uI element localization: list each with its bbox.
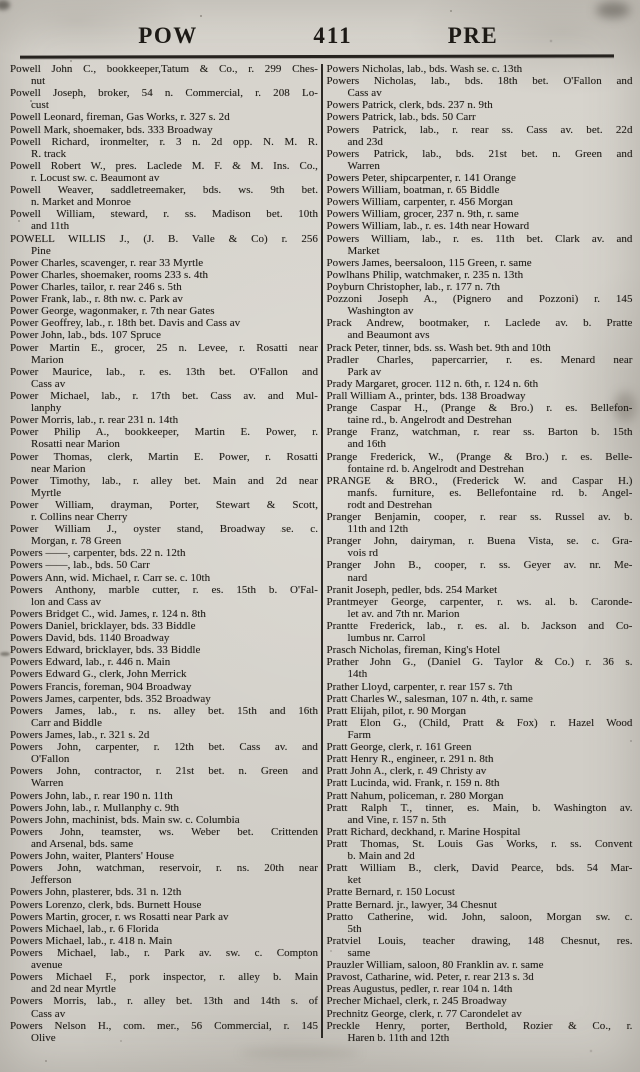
entry-line: Powers ——, lab., bds. 50 Carr bbox=[10, 559, 150, 572]
directory-entry bbox=[10, 911, 318, 923]
entry-line: Powers ——, carpenter, bds. 22 n. 12th bbox=[10, 547, 186, 560]
entry-line: Powers Anthony, marble cutter, r. es. 15th b. O'Fal- bbox=[10, 583, 318, 596]
entry-line: lumbus nr. Carrol bbox=[347, 632, 426, 645]
directory-entry bbox=[327, 899, 633, 911]
entry-line: ket bbox=[347, 874, 362, 887]
directory-entry bbox=[10, 995, 318, 1019]
entry-line: Powers Francis, foreman, 904 Broadway bbox=[10, 680, 192, 693]
directory-entry bbox=[327, 681, 633, 693]
directory-entry bbox=[10, 208, 318, 232]
entry-line: Rosatti near Marion bbox=[31, 438, 120, 451]
scan-smudge bbox=[0, 652, 10, 656]
directory-entry bbox=[10, 257, 318, 269]
entry-line: Prechnitz George, clerk, r. 77 Carondelet av bbox=[326, 1007, 522, 1020]
entry-line: Powell William, steward, r. ss. Madison bet. 10th bbox=[10, 208, 318, 221]
directory-entry bbox=[327, 511, 633, 535]
directory-entry bbox=[327, 208, 633, 220]
entry-line: Carr and Biddle bbox=[31, 716, 103, 729]
entry-line: Haren b. 11th and 12th bbox=[347, 1031, 450, 1044]
entry-line: let av. and 7th nr. Marion bbox=[347, 607, 460, 620]
entry-line: Powers Nelson H., com. mer., 56 Commercial, r. 145 bbox=[10, 1019, 318, 1032]
entry-line: Power George, wagonmaker, r. 7th near Gates bbox=[10, 305, 215, 318]
directory-entry bbox=[10, 802, 318, 814]
directory-entry bbox=[10, 317, 318, 329]
directory-entry bbox=[10, 935, 318, 947]
entry-line: Prack Peter, tinner, bds. ss. Wash bet. 9th and 10th bbox=[326, 341, 551, 354]
directory-entry bbox=[10, 971, 318, 995]
entry-line: O'Fallon bbox=[31, 753, 70, 766]
entry-line: POWELL WILLIS J., (J. B. Valle & Co) r. 256 bbox=[10, 232, 318, 245]
entry-line: Power Thomas, clerk, Martin E. Power, r. Rosatti bbox=[10, 450, 318, 463]
entry-line: 14th bbox=[347, 668, 368, 681]
directory-entry bbox=[10, 729, 318, 741]
directory-entry bbox=[327, 584, 633, 596]
directory-entry bbox=[327, 172, 633, 184]
entry-line: Cass av bbox=[31, 1007, 66, 1020]
entry-line: Prauzler William, saloon, 80 Franklin av. r. same bbox=[326, 959, 544, 972]
directory-entry bbox=[327, 293, 633, 317]
entry-line: Jefferson bbox=[31, 874, 72, 887]
entry-line: Powell Joseph, broker, 54 n. Commercial, r. 208 Lo- bbox=[10, 87, 318, 100]
directory-entry bbox=[327, 802, 633, 826]
entry-line: Pratt Henry R., engineer, r. 291 n. 8th bbox=[326, 753, 494, 766]
entry-line: Precher Michael, clerk, r. 245 Broadway bbox=[326, 995, 507, 1008]
entry-line: Marion bbox=[31, 353, 64, 366]
entry-line: Powers Patrick, lab., r. rear ss. Cass av. bet. 22d bbox=[326, 123, 633, 136]
directory-entry bbox=[10, 269, 318, 281]
entry-line: nard bbox=[347, 571, 368, 584]
entry-line: Pozzoni Joseph A., (Pignero and Pozzoni) r. 145 bbox=[326, 293, 633, 306]
entry-line: Powell Mark, shoemaker, bds. 333 Broadway bbox=[10, 123, 213, 136]
entry-line: Pratte Bernard. jr., lawyer, 34 Chesnut bbox=[326, 898, 497, 911]
column-divider bbox=[321, 64, 323, 1038]
entry-line: Pravost, Catharine, wid. Peter, r. rear 213 s. 3d bbox=[326, 971, 534, 984]
entry-line: Powers Michael, lab., r. 6 Florida bbox=[10, 922, 159, 935]
entry-line: r. Locust sw. c. Beaumont av bbox=[31, 171, 160, 184]
directory-entry bbox=[327, 983, 633, 995]
entry-line: Pradler Charles, papercarrier, r. es. Menard near bbox=[326, 353, 633, 366]
entry-line: Pranger John, dairyman, r. Buena Vista, se. c. Gra- bbox=[326, 535, 633, 548]
entry-line: rodt and Destrehan bbox=[347, 498, 433, 511]
entry-line: Powers Edward G., clerk, John Merrick bbox=[10, 668, 187, 681]
entry-line: vois rd bbox=[347, 547, 379, 560]
entry-line: r. Collins near Cherry bbox=[31, 511, 128, 524]
scan-smudge bbox=[0, 0, 10, 10]
directory-entry bbox=[327, 317, 633, 341]
entry-line: and 2d near Myrtle bbox=[31, 983, 116, 996]
directory-entry bbox=[10, 826, 318, 850]
entry-line: and 16th bbox=[347, 438, 387, 451]
entry-line: cust bbox=[31, 99, 49, 112]
directory-entry bbox=[327, 656, 633, 680]
directory-entry bbox=[327, 535, 633, 559]
directory-entry bbox=[327, 402, 633, 426]
directory-entry bbox=[327, 111, 633, 123]
entry-line: Power William, drayman, Porter, Stewart & Scott, bbox=[10, 498, 318, 511]
entry-line: near Marion bbox=[31, 462, 86, 475]
entry-line: Pratte Bernard, r. 150 Locust bbox=[326, 886, 456, 899]
directory-entry bbox=[327, 475, 633, 511]
entry-line: Pratt William B., clerk, David Pearce, bds. 54 Mar- bbox=[326, 862, 633, 875]
entry-line: Powers Bridget C., wid. James, r. 124 n. 8th bbox=[10, 607, 206, 620]
directory-entry bbox=[10, 523, 318, 547]
directory-entry bbox=[327, 777, 633, 789]
directory-entry bbox=[10, 547, 318, 559]
entry-line: Pratt George, clerk, r. 161 Green bbox=[326, 741, 472, 754]
entry-line: nut bbox=[31, 75, 46, 88]
entry-line: Powers William, lab., r. es. 14th near Howard bbox=[326, 220, 530, 233]
directory-entry bbox=[10, 814, 318, 826]
entry-line: Prack Andrew, bootmaker, r. Laclede av. b. Pratte bbox=[326, 317, 633, 330]
directory-entry bbox=[327, 1020, 633, 1044]
directory-entry bbox=[327, 148, 633, 172]
entry-line: Pranit Joseph, pedler, bds. 254 Market bbox=[326, 583, 498, 596]
entry-line: Prather John G., (Daniel G. Taylor & Co.) r. 36 s. bbox=[326, 656, 633, 669]
directory-entry bbox=[327, 75, 633, 99]
entry-line: Prange Frederick, W., (Prange & Bro.) r. es. Belle- bbox=[326, 450, 633, 463]
entry-line: Powell Richard, ironmelter, r. 3 n. 2d opp. N. M. R. bbox=[10, 135, 318, 148]
entry-line: 5th bbox=[347, 922, 362, 935]
entry-line: Washington av bbox=[347, 305, 414, 318]
directory-entry bbox=[10, 899, 318, 911]
entry-line: Powlhans Philip, watchmaker, r. 235 n. 13th bbox=[326, 268, 524, 281]
directory-entry bbox=[10, 111, 318, 123]
directory-entry bbox=[10, 559, 318, 571]
directory-entry bbox=[327, 257, 633, 269]
directory-entry bbox=[327, 620, 633, 644]
entry-line: lon and Cass av bbox=[31, 595, 102, 608]
directory-entry bbox=[10, 184, 318, 208]
directory-entry bbox=[10, 451, 318, 475]
directory-entry bbox=[327, 826, 633, 838]
entry-line: Pratt John A., clerk, r. 49 Christy av bbox=[326, 765, 487, 778]
entry-line: and 23d bbox=[347, 135, 383, 148]
directory-entry bbox=[327, 196, 633, 208]
entry-line: Preas Augustus, pedler, r. rear 104 n. 14th bbox=[326, 983, 513, 996]
entry-line: Powers Morris, lab., r. alley bet. 13th and 14th s. of bbox=[10, 995, 318, 1008]
entry-line: Power Martin E., grocer, 25 n. Levee, r. Rosatti near bbox=[10, 341, 318, 354]
directory-entry bbox=[327, 378, 633, 390]
entry-line: Powers Patrick, lab., bds. 21st bet. n. Green and bbox=[326, 147, 633, 160]
entry-line: Pranger John B., cooper, r. ss. Geyer av. nr. Me- bbox=[326, 559, 633, 572]
entry-line: b. Main and 2d bbox=[347, 850, 415, 863]
directory-entry bbox=[327, 220, 633, 232]
entry-line: Power Maurice, lab., r. es. 13th bet. O'Fallon and bbox=[10, 365, 318, 378]
directory-entry bbox=[10, 233, 318, 257]
directory-entry bbox=[10, 572, 318, 584]
directory-entry bbox=[10, 862, 318, 886]
entry-line: Warren bbox=[347, 159, 380, 172]
directory-entry bbox=[10, 499, 318, 523]
entry-line: Market bbox=[347, 244, 380, 257]
entry-line: Farm bbox=[347, 729, 371, 742]
directory-entry bbox=[327, 644, 633, 656]
entry-line: Preckle Henry, porter, Berthold, Rozier & Co., r. bbox=[326, 1019, 633, 1032]
entry-line: lanphy bbox=[31, 402, 62, 415]
entry-line: same bbox=[347, 946, 371, 959]
entry-line: Pranger Benjamin, cooper, r. rear ss. Russel av. b. bbox=[326, 511, 633, 524]
entry-line: Pratt Elijah, pilot, r. 90 Morgan bbox=[326, 704, 467, 717]
directory-entry bbox=[10, 790, 318, 802]
directory-entry bbox=[327, 426, 633, 450]
directory-entry bbox=[327, 354, 633, 378]
directory-entry bbox=[10, 923, 318, 935]
entry-line: Cass av bbox=[31, 377, 66, 390]
entry-line: Pratt Ralph T., tinner, es. Main, b. Washington av. bbox=[326, 801, 633, 814]
entry-line: avenue bbox=[31, 959, 63, 972]
directory-entry bbox=[10, 305, 318, 317]
entry-line: Pratto Catherine, wid. John, saloon, Morgan sw. c. bbox=[326, 910, 633, 923]
directory-entry bbox=[10, 390, 318, 414]
directory-entry bbox=[327, 1008, 633, 1020]
directory-entry bbox=[10, 1020, 318, 1044]
entry-line: Powers Martin, grocer, r. ws Rosatti near Park av bbox=[10, 910, 229, 923]
entry-line: Powell Robert W., pres. Laclede M. F. & M. Ins. Co., bbox=[10, 159, 318, 172]
directory-entry bbox=[327, 935, 633, 959]
directory-entry bbox=[10, 765, 318, 789]
directory-entry bbox=[10, 366, 318, 390]
entry-line: Pratt Elon G., (Child, Pratt & Fox) r. Hazel Wood bbox=[326, 716, 633, 729]
directory-entry bbox=[327, 717, 633, 741]
entry-line: Powers Edward, bricklayer, bds. 33 Biddle bbox=[10, 644, 201, 657]
directory-entry bbox=[10, 632, 318, 644]
scan-smudge bbox=[596, 2, 630, 18]
right-column bbox=[327, 63, 633, 1044]
directory-entry bbox=[327, 233, 633, 257]
entry-line: Power Frank, lab., r. 8th nw. c. Park av bbox=[10, 293, 183, 306]
entry-line: Poyburn Christopher, lab., r. 177 n. 7th bbox=[326, 280, 501, 293]
entry-line: Powers William, lab., r. es. 11th bet. Clark av. and bbox=[326, 232, 633, 245]
left-column bbox=[10, 63, 318, 1044]
entry-line: Powers Daniel, bricklayer, bds. 33 Biddle bbox=[10, 620, 196, 633]
entry-line: Prather Lloyd, carpenter, r. rear 157 s. 7th bbox=[326, 680, 513, 693]
directory-entry bbox=[327, 971, 633, 983]
directory-entry bbox=[10, 850, 318, 862]
entry-line: and Arsenal, bds. same bbox=[31, 838, 134, 850]
directory-entry bbox=[327, 269, 633, 281]
directory-entry bbox=[10, 886, 318, 898]
directory-entry bbox=[10, 584, 318, 608]
entry-line: Pratt Thomas, St. Louis Gas Works, r. ss. Convent bbox=[326, 838, 633, 850]
entry-line: Power John, lab., bds. 107 Spruce bbox=[10, 329, 162, 342]
entry-line: Pratt Lucinda, wid. Frank, r. 159 n. 8th bbox=[326, 777, 500, 790]
directory-entry bbox=[327, 765, 633, 777]
entry-line: Powers Michael F., pork inspector, r. alley b. Main bbox=[10, 971, 318, 984]
entry-line: and 11th bbox=[31, 220, 70, 233]
entry-line: Prange Franz, watchman, r. rear ss. Barton b. 15th bbox=[326, 426, 633, 439]
entry-line: Pine bbox=[31, 244, 51, 257]
entry-line: Powers John, lab., r. Mullanphy c. 9th bbox=[10, 801, 180, 814]
entry-line: Power Philip A., bookkeeper, Martin E. Power, r. bbox=[10, 426, 318, 439]
entry-line: PRANGE & BRO., (Frederick W. and Caspar H.) bbox=[326, 474, 633, 487]
directory-entry bbox=[327, 390, 633, 402]
directory-entry bbox=[327, 862, 633, 886]
entry-line: Powell John C., bookkeeper,Tatum & Co., r. 299 Ches- bbox=[10, 63, 318, 75]
directory-entry bbox=[10, 426, 318, 450]
directory-entry bbox=[10, 681, 318, 693]
directory-entry bbox=[10, 281, 318, 293]
directory-entry bbox=[327, 886, 633, 898]
directory-entry bbox=[10, 63, 318, 87]
directory-entry bbox=[10, 644, 318, 656]
directory-columns bbox=[10, 63, 633, 1044]
entry-line: Powers James, carpenter, bds. 352 Broadway bbox=[10, 692, 211, 705]
directory-entry bbox=[10, 668, 318, 680]
entry-line: Powell Weaver, saddletreemaker, bds. ws. 9th bet. bbox=[10, 184, 318, 197]
directory-entry bbox=[327, 741, 633, 753]
entry-line: Myrtle bbox=[31, 486, 62, 499]
entry-line: Prantte Frederick, lab., r. es. al. b. Jackson and Co- bbox=[326, 620, 633, 633]
entry-line: Powers James, lab., r. 321 s. 2d bbox=[10, 729, 150, 742]
directory-entry bbox=[327, 838, 633, 862]
entry-line: Powers Michael, lab., r. Park av. sw. c. Compton bbox=[10, 946, 318, 959]
directory-entry bbox=[327, 124, 633, 148]
directory-entry bbox=[327, 342, 633, 354]
entry-line: and Vine, r. 157 n. 5th bbox=[347, 813, 447, 826]
entry-line: Powers John, teamster, ws. Weber bet. Crittenden bbox=[10, 825, 318, 838]
directory-entry bbox=[10, 293, 318, 305]
entry-line: Powers David, bds. 1140 Broadway bbox=[10, 632, 170, 645]
entry-line: Powell Leonard, fireman, Gas Works, r. 327 s. 2d bbox=[10, 111, 230, 124]
directory-entry bbox=[10, 947, 318, 971]
directory-entry bbox=[10, 608, 318, 620]
page-number: 411 bbox=[313, 23, 353, 48]
entry-line: Powers William, carpenter, r. 456 Morgan bbox=[326, 196, 513, 209]
directory-entry bbox=[10, 620, 318, 632]
entry-line: Powers Ann, wid. Michael, r. Carr se. c. 10th bbox=[10, 571, 211, 584]
directory-entry bbox=[327, 693, 633, 705]
entry-line: Powers William, boatman, r. 65 Biddle bbox=[326, 184, 500, 197]
directory-entry bbox=[327, 559, 633, 583]
entry-line: Power William J., oyster stand, Broadway se. c. bbox=[10, 523, 318, 536]
directory-entry bbox=[327, 705, 633, 717]
directory-entry bbox=[327, 281, 633, 293]
directory-entry bbox=[327, 753, 633, 765]
entry-line: Warren bbox=[31, 777, 64, 790]
entry-line: Powers John, watchman, reservoir, r. ns. 20th near bbox=[10, 862, 318, 875]
entry-line: Powers Peter, shipcarpenter, r. 141 Orange bbox=[326, 171, 516, 184]
directory-entry bbox=[327, 99, 633, 111]
directory-entry bbox=[10, 124, 318, 136]
entry-line: Powers James, beersaloon, 115 Green, r. same bbox=[326, 256, 532, 269]
entry-line: 11th and 12th bbox=[347, 523, 409, 536]
entry-line: Power Geoffrey, lab., r. 18th bet. Davis and Cass av bbox=[10, 317, 241, 330]
entry-line: R. track bbox=[31, 147, 67, 160]
entry-line: Prady Margaret, grocer. 112 n. 6th, r. 124 n. 6th bbox=[326, 377, 539, 390]
entry-line: and Beaumont avs bbox=[347, 329, 430, 342]
directory-entry bbox=[10, 414, 318, 426]
directory-entry bbox=[10, 160, 318, 184]
entry-line: Power Timothy, lab., r. alley bet. Main and 2d near bbox=[10, 474, 318, 487]
entry-line: Powers Patrick, clerk, bds. 237 n. 9th bbox=[326, 99, 493, 112]
entry-line: Cass av bbox=[347, 87, 382, 100]
directory-entry bbox=[327, 63, 633, 75]
directory-entry bbox=[327, 184, 633, 196]
entry-line: Powers James, lab., r. ns. alley bet. 15th and 16th bbox=[10, 704, 318, 717]
directory-entry bbox=[10, 705, 318, 729]
header-guide-left: POW bbox=[138, 23, 198, 48]
directory-entry bbox=[327, 790, 633, 802]
entry-line: Powers William, grocer, 237 n. 9th, r. same bbox=[326, 208, 519, 221]
directory-entry bbox=[327, 451, 633, 475]
directory-entry bbox=[10, 342, 318, 366]
directory-entry bbox=[10, 693, 318, 705]
entry-line: Powers Edward, lab., r. 446 n. Main bbox=[10, 656, 171, 669]
scan-smudge bbox=[240, 1048, 360, 1058]
entry-line: Power Charles, tailor, r. rear 246 s. 5th bbox=[10, 280, 182, 293]
directory-entry bbox=[327, 959, 633, 971]
entry-line: Powers John, carpenter, r. 12th bet. Cass av. and bbox=[10, 741, 318, 754]
entry-line: Powers John, plasterer, bds. 31 n. 12th bbox=[10, 886, 182, 899]
directory-entry bbox=[327, 911, 633, 935]
entry-line: Prall William A., printer, bds. 138 Broadway bbox=[326, 389, 526, 402]
entry-line: Powers Michael, lab., r. 418 n. Main bbox=[10, 934, 173, 947]
entry-line: Prange Caspar H., (Prange & Bro.) r. es. Bellefon- bbox=[326, 402, 633, 415]
header-rule bbox=[20, 54, 614, 58]
entry-line: Powers Patrick, lab., bds. 50 Carr bbox=[326, 111, 476, 124]
entry-line: Power Michael, lab., r. 17th bet. Cass av. and Mul- bbox=[10, 389, 318, 402]
entry-line: Powers John, lab., r. rear 190 n. 11th bbox=[10, 789, 173, 802]
entry-line: Power Charles, scavenger, r. rear 33 Myrtle bbox=[10, 256, 204, 269]
directory-entry bbox=[10, 329, 318, 341]
directory-entry bbox=[10, 656, 318, 668]
entry-line: Pratt Nahum, policeman, r. 280 Morgan bbox=[326, 789, 504, 802]
entry-line: Prasch Nicholas, fireman, King's Hotel bbox=[326, 644, 501, 657]
directory-entry bbox=[327, 995, 633, 1007]
entry-line: taine rd., b. Angelrodt and Destrehan bbox=[347, 414, 512, 427]
entry-line: Morgan, r. 78 Green bbox=[31, 535, 122, 548]
entry-line: Powers Lorenzo, clerk, bds. Burnett House bbox=[10, 898, 202, 911]
entry-line: Prantmeyer George, carpenter, r. ws. al. b. Caronde- bbox=[326, 595, 633, 608]
directory-entry bbox=[10, 136, 318, 160]
entry-line: Powers John, waiter, Planters' House bbox=[10, 850, 175, 863]
directory-entry bbox=[10, 87, 318, 111]
directory-entry bbox=[327, 596, 633, 620]
directory-entry bbox=[10, 741, 318, 765]
directory-entry bbox=[10, 475, 318, 499]
entry-line: n. Market and Monroe bbox=[31, 196, 131, 209]
entry-line: Power Morris, lab., r. rear 231 n. 14th bbox=[10, 414, 179, 427]
entry-line: Olive bbox=[31, 1031, 56, 1044]
entry-line: Powers John, contractor, r. 21st bet. n. Green and bbox=[10, 765, 318, 778]
header-guide-right: PRE bbox=[447, 23, 499, 48]
entry-line: Park av bbox=[347, 365, 382, 378]
entry-line: fontaine rd. b. Angelrodt and Destrehan bbox=[347, 462, 524, 475]
entry-line: Power Charles, shoemaker, rooms 233 s. 4th bbox=[10, 268, 209, 281]
entry-line: Powers John, machinist, bds. Main sw. c. Columbia bbox=[10, 813, 240, 826]
entry-line: manfs. furniture, es. Bellefontaine rd. b. Angel- bbox=[347, 486, 633, 499]
entry-line: Pratt Charles W., salesman, 107 n. 4th, r. same bbox=[326, 692, 533, 705]
entry-line: Powers Nicholas, lab., bds. 18th bet. O'Fallon and bbox=[326, 75, 633, 88]
entry-line: Pratt Richard, deckhand, r. Marine Hospital bbox=[326, 825, 521, 838]
entry-line: Powers Nicholas, lab., bds. Wash se. c. 13th bbox=[326, 63, 523, 75]
entry-line: Pratviel Louis, teacher drawing, 148 Chesnut, res. bbox=[326, 934, 633, 947]
